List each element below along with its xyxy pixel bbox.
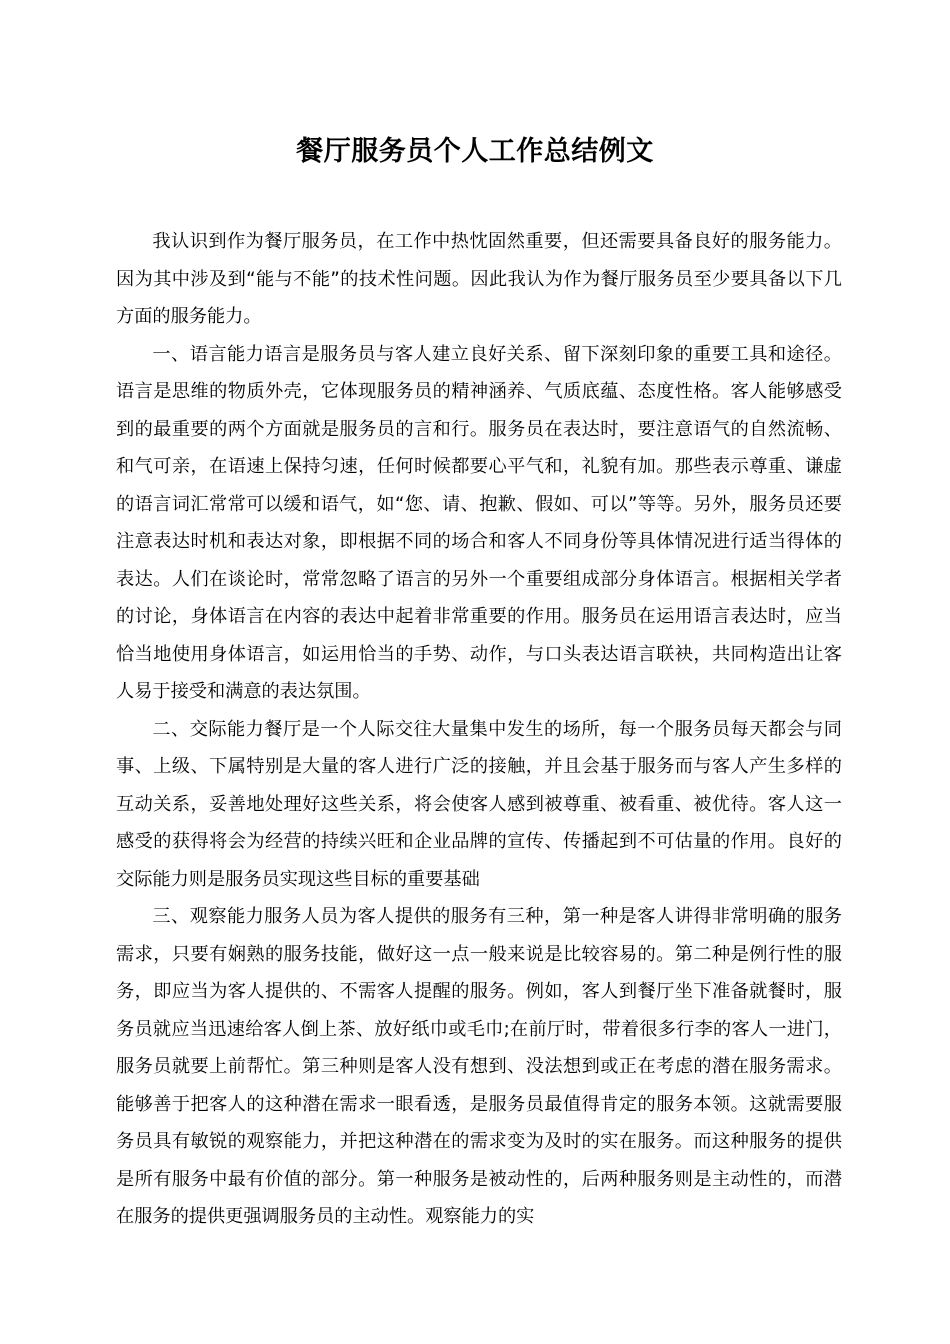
paragraph-intro: 我认识到作为餐厅服务员，在工作中热忱固然重要，但还需要具备良好的服务能力。因为其中涉及到“能与不能”的技术性问题。因此我认为作为餐厅服务员至少要具备以下几方面的服务能力。 — [116, 231, 842, 327]
document-body — [116, 223, 842, 1236]
paragraph-language-ability: 一、语言能力语言是服务员与客人建立良好关系、留下深刻印象的重要工具和途径。语言是思维的物质外壳，它体现服务员的精神涵养、气质底蕴、态度性格。客人能够感受到的最重要的两个方面就是服务员的言和行。服务员在表达时，要注意语气的自然流畅、和气可亲，在语速上保持匀速，任何时候都要心平气和，礼貌有加。那些表示尊重、谦虚的语言词汇常常可以缓和语气，如“您、请、抱歉、假如、可以”等等。另外，服务员还要注意表达时机和表达对象，即根据不同的场合和客人不同身份等具体情况进行适当得体的表达。人们在谈论时，常常忽略了语言的另外一个重要组成部分身体语言。根据相关学者的讨论，身体语言在内容的表达中起着非常重要的作用。服务员在运用语言表达时，应当恰当地使用身体语言，如运用恰当的手势、动作，与口头表达语言联袂，共同构造出让客人易于接受和满意的表达氛围。 — [116, 343, 842, 702]
paragraph-observation-ability: 三、观察能力服务人员为客人提供的服务有三种，第一种是客人讲得非常明确的服务需求，只要有娴熟的服务技能，做好这一点一般来说是比较容易的。第二种是例行性的服务，即应当为客人提供的、不需客人提醒的服务。例如，客人到餐厅坐下准备就餐时，服务员就应当迅速给客人倒上茶、放好纸巾或毛巾;在前厅时，带着很多行李的客人一进门，服务员就要上前帮忙。第三种则是客人没有想到、没法想到或正在考虑的潜在服务需求。能够善于把客人的这种潜在需求一眼看透，是服务员最值得肯定的服务本领。这就需要服务员具有敏锐的观察能力，并把这种潜在的需求变为及时的实在服务。而这种服务的提供是所有服务中最有价值的部分。第一种服务是被动性的，后两种服务则是主动性的，而潜在服务的提供更强调服务员的主动性。观察能力的实 — [116, 906, 842, 1227]
paragraph-social-ability: 二、交际能力餐厅是一个人际交往大量集中发生的场所，每一个服务员每天都会与同事、上级、下属特别是大量的客人进行广泛的接触，并且会基于服务而与客人产生多样的互动关系，妥善地处理好这些关系，将会使客人感到被尊重、被看重、被优待。客人这一感受的获得将会为经营的持续兴旺和企业品牌的宣传、传播起到不可估量的作用。良好的交际能力则是服务员实现这些目标的重要基础 — [116, 718, 842, 890]
document-title: 餐厅服务员个人工作总结例文 — [296, 136, 654, 167]
